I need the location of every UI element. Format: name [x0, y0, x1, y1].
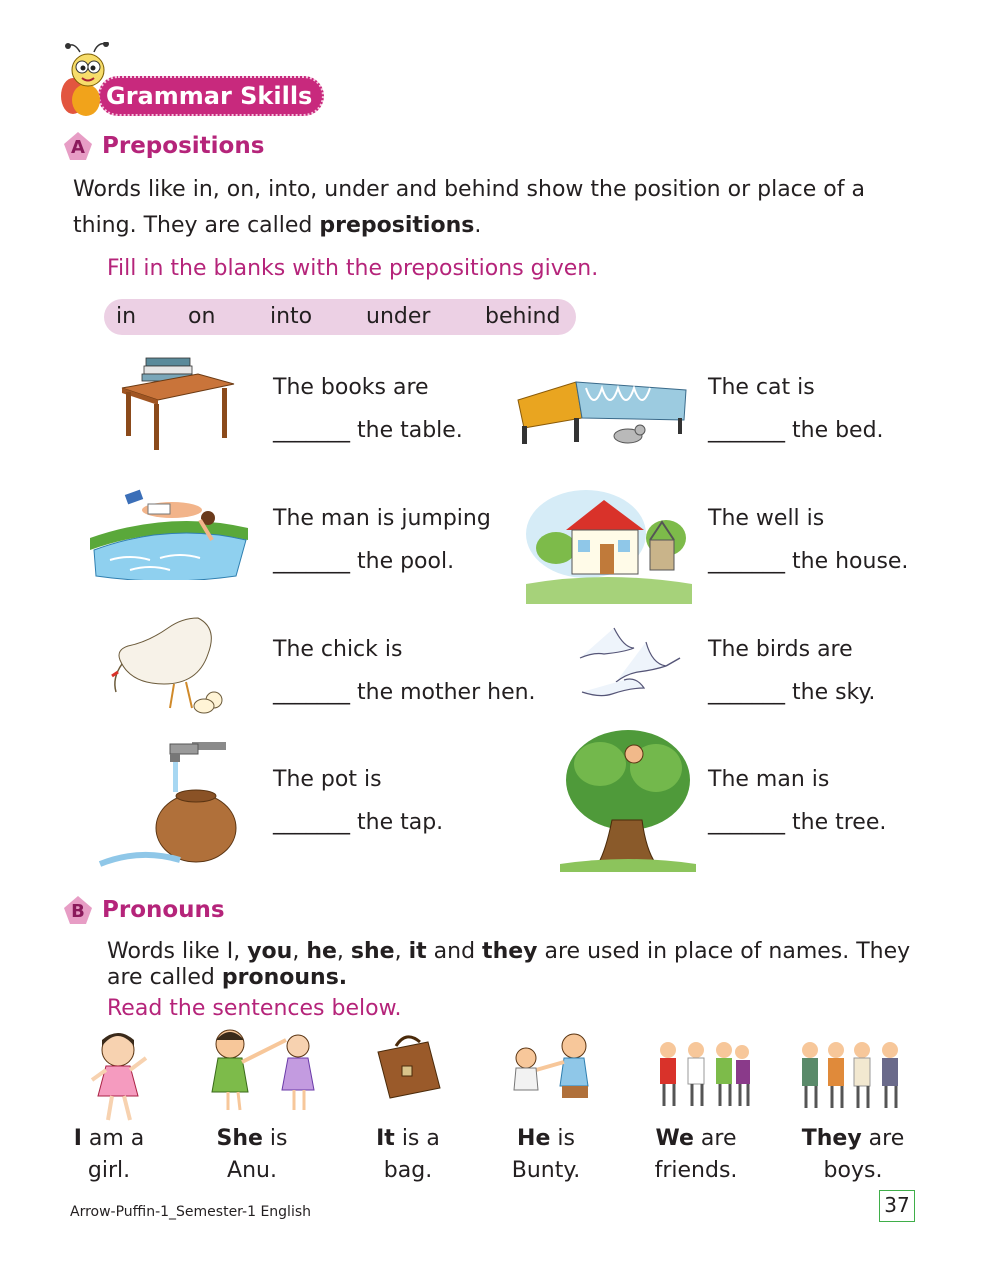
blank-1: _______ the table. — [273, 418, 463, 443]
prepositions-term: prepositions — [319, 213, 475, 238]
section-b-badge-icon — [62, 894, 94, 926]
word-behind: behind — [485, 304, 561, 329]
exercise-6: The birds are _______ the sky. — [708, 628, 875, 714]
section-a-badge-icon — [62, 130, 94, 162]
blank-2: _______ the bed. — [708, 418, 884, 443]
hen-chick-illustration — [108, 612, 232, 716]
word-under: under — [366, 304, 431, 329]
exercise-4: The well is _______ the house. — [708, 497, 908, 583]
prepositions-instruction: Fill in the blanks with the prepositions given. — [107, 256, 599, 281]
footer-book-title: Arrow-Puffin-1_Semester-1 English — [70, 1204, 312, 1220]
pronouns-instruction: Read the sentences below. — [107, 996, 402, 1021]
word-bank — [104, 299, 576, 335]
word-into: into — [270, 304, 313, 329]
friends-illustration — [654, 1040, 752, 1110]
bunty-illustration — [508, 1030, 600, 1112]
tap-pot-illustration — [96, 738, 238, 870]
girl-illustration — [88, 1028, 150, 1126]
pronouns-intro-line2: are called pronouns. — [107, 965, 348, 990]
section-a-title: Prepositions — [102, 133, 265, 159]
svg-text:B: B — [71, 901, 85, 922]
word-in: in — [116, 304, 137, 329]
pronouns-intro-line1: Words like I, you, he, she, it and they are used in place of names. They — [107, 939, 911, 964]
bed-cat-illustration — [516, 378, 688, 446]
blank-8: _______ the tree. — [708, 810, 887, 835]
blank-7: _______ the tap. — [273, 810, 444, 835]
caption-they: They are boys. — [801, 1126, 905, 1183]
boys-illustration — [798, 1040, 908, 1112]
caption-he: He is Bunty. — [511, 1126, 581, 1183]
section-b-title: Pronouns — [102, 897, 225, 923]
grammar-skills-banner — [58, 42, 328, 122]
word-on: on — [188, 304, 216, 329]
caption-she: She is Anu. — [216, 1126, 288, 1183]
blank-3: _______ the pool. — [273, 549, 455, 574]
pronouns-intro — [107, 937, 927, 990]
svg-text:A: A — [71, 137, 85, 158]
page-number: 37 — [879, 1190, 915, 1222]
caption-we: We are friends. — [654, 1126, 738, 1183]
caption-it: It is a bag. — [376, 1126, 440, 1183]
pool-jumping-illustration — [90, 480, 248, 580]
exercise-8: The man is _______ the tree. — [708, 758, 886, 844]
section-a-header — [62, 130, 264, 162]
blank-6: _______ the sky. — [708, 680, 876, 705]
tree-man-illustration — [560, 724, 696, 872]
prepositions-intro: Words like in, on, into, under and behind show the position or place of a thing. They are called prepositions. — [73, 177, 865, 238]
exercise-1: The books are _______ the table. — [273, 366, 463, 452]
exercise-5: The chick is _______ the mother hen. — [273, 628, 536, 714]
banner-title: Grammar Skills — [106, 82, 313, 110]
blank-5: _______ the mother hen. — [273, 680, 536, 705]
bag-illustration — [374, 1030, 442, 1100]
house-well-illustration — [526, 484, 692, 604]
table-books-illustration — [118, 352, 236, 452]
caption-i: I am a girl. — [73, 1126, 145, 1183]
exercise-7: The pot is _______ the tap. — [273, 758, 443, 844]
section-b-header — [62, 894, 225, 926]
exercise-2: The cat is _______ the bed. — [708, 366, 884, 452]
blank-4: _______ the house. — [708, 549, 909, 574]
flying-birds-illustration — [574, 622, 692, 710]
exercise-3: The man is jumping _______ the pool. — [273, 497, 491, 583]
anu-illustration — [206, 1026, 316, 1114]
